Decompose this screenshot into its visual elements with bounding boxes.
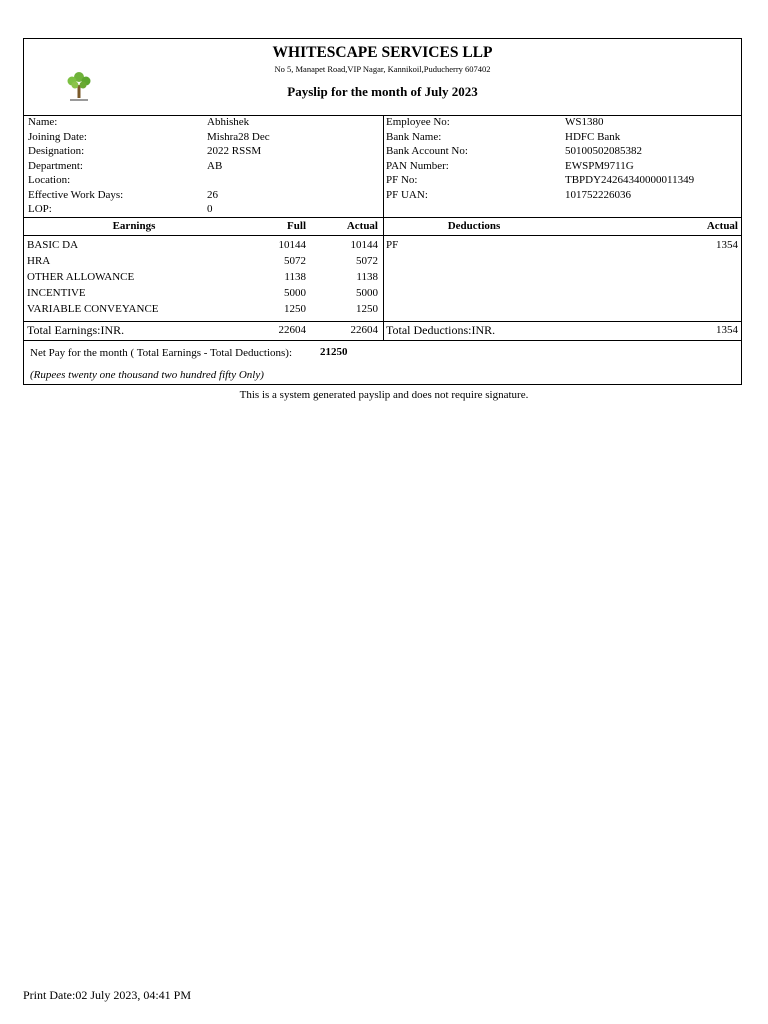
lop-label: LOP:	[28, 203, 52, 215]
total-earnings-full: 22604	[278, 324, 306, 336]
net-pay-value: 21250	[320, 346, 348, 358]
total-deductions-label: Total Deductions:INR.	[386, 323, 496, 337]
earning-actual: 1250	[356, 303, 378, 315]
payslip-title: Payslip for the month of July 2023	[287, 84, 478, 99]
earnings-header: Earnings	[112, 220, 156, 232]
earning-name: HRA	[27, 255, 51, 267]
location-label: Location:	[28, 174, 71, 186]
deduction-actual: 1354	[716, 239, 738, 251]
work-days-label: Effective Work Days:	[28, 188, 124, 201]
footer-note: This is a system generated payslip and does not require signature.	[239, 389, 529, 401]
bank-name-value: HDFC Bank	[565, 130, 621, 143]
name-label: Name:	[28, 116, 58, 128]
total-earnings-actual: 22604	[350, 324, 378, 336]
joining-date-value: Mishra28 Dec	[207, 130, 270, 143]
bank-account-value: 50100502085382	[565, 145, 642, 157]
designation-value: 2022 RSSM	[207, 145, 262, 157]
earning-full: 10144	[278, 239, 306, 251]
department-value: AB	[207, 159, 223, 172]
net-pay-words: (Rupees twenty one thousand two hundred fifty Only)	[30, 369, 264, 381]
earning-actual: 10144	[350, 239, 378, 251]
earning-full: 5000	[284, 287, 306, 299]
deductions-header: Deductions	[447, 220, 501, 232]
total-deductions-actual: 1354	[716, 324, 738, 336]
pf-no-label: PF No:	[386, 174, 418, 186]
company-address: No 5, Manapet Road,VIP Nagar, Kannikoil,Puducherry 607402	[274, 64, 491, 74]
department-label: Department:	[28, 159, 83, 172]
lop-value: 0	[207, 203, 213, 215]
pan-number-value: EWSPM9711G	[565, 159, 634, 172]
full-header: Full	[287, 220, 306, 232]
pf-uan-value: 101752226036	[565, 188, 631, 201]
earning-name: VARIABLE CONVEYANCE	[27, 303, 159, 315]
name-value: Abhishek	[207, 116, 250, 128]
net-pay-label: Net Pay for the month ( Total Earnings - Total Deductions):	[30, 347, 293, 359]
bank-name-label: Bank Name:	[386, 130, 442, 143]
earning-name: INCENTIVE	[27, 287, 86, 299]
earning-full: 5072	[284, 255, 306, 267]
pan-number-label: PAN Number:	[386, 159, 449, 172]
company-name: WHITESCAPE SERVICES LLP	[272, 44, 493, 61]
payslip-container	[23, 38, 742, 385]
employee-no-value: WS1380	[565, 116, 604, 128]
earning-actual: 5000	[356, 287, 378, 299]
bank-account-label: Bank Account No:	[386, 145, 468, 157]
actual-header: Actual	[346, 220, 378, 232]
employee-no-label: Employee No:	[386, 116, 450, 128]
deductions-actual-header: Actual	[706, 220, 738, 232]
designation-label: Designation:	[28, 145, 85, 157]
earning-full: 1250	[284, 303, 306, 315]
joining-date-label: Joining Date:	[28, 130, 87, 143]
earning-name: BASIC DA	[27, 239, 79, 251]
print-date: Print Date:02 July 2023, 04:41 PM	[23, 988, 192, 1002]
earning-name: OTHER ALLOWANCE	[27, 271, 135, 283]
work-days-value: 26	[207, 188, 218, 201]
pf-uan-label: PF UAN:	[386, 188, 428, 201]
total-earnings-label: Total Earnings:INR.	[27, 323, 125, 337]
divider	[24, 340, 741, 341]
deduction-name: PF	[386, 239, 399, 251]
earning-actual: 5072	[356, 255, 378, 267]
pf-no-value: TBPDY24264340000011349	[565, 174, 695, 186]
column-divider	[383, 115, 384, 340]
earning-full: 1138	[284, 271, 306, 283]
earning-actual: 1138	[356, 271, 378, 283]
